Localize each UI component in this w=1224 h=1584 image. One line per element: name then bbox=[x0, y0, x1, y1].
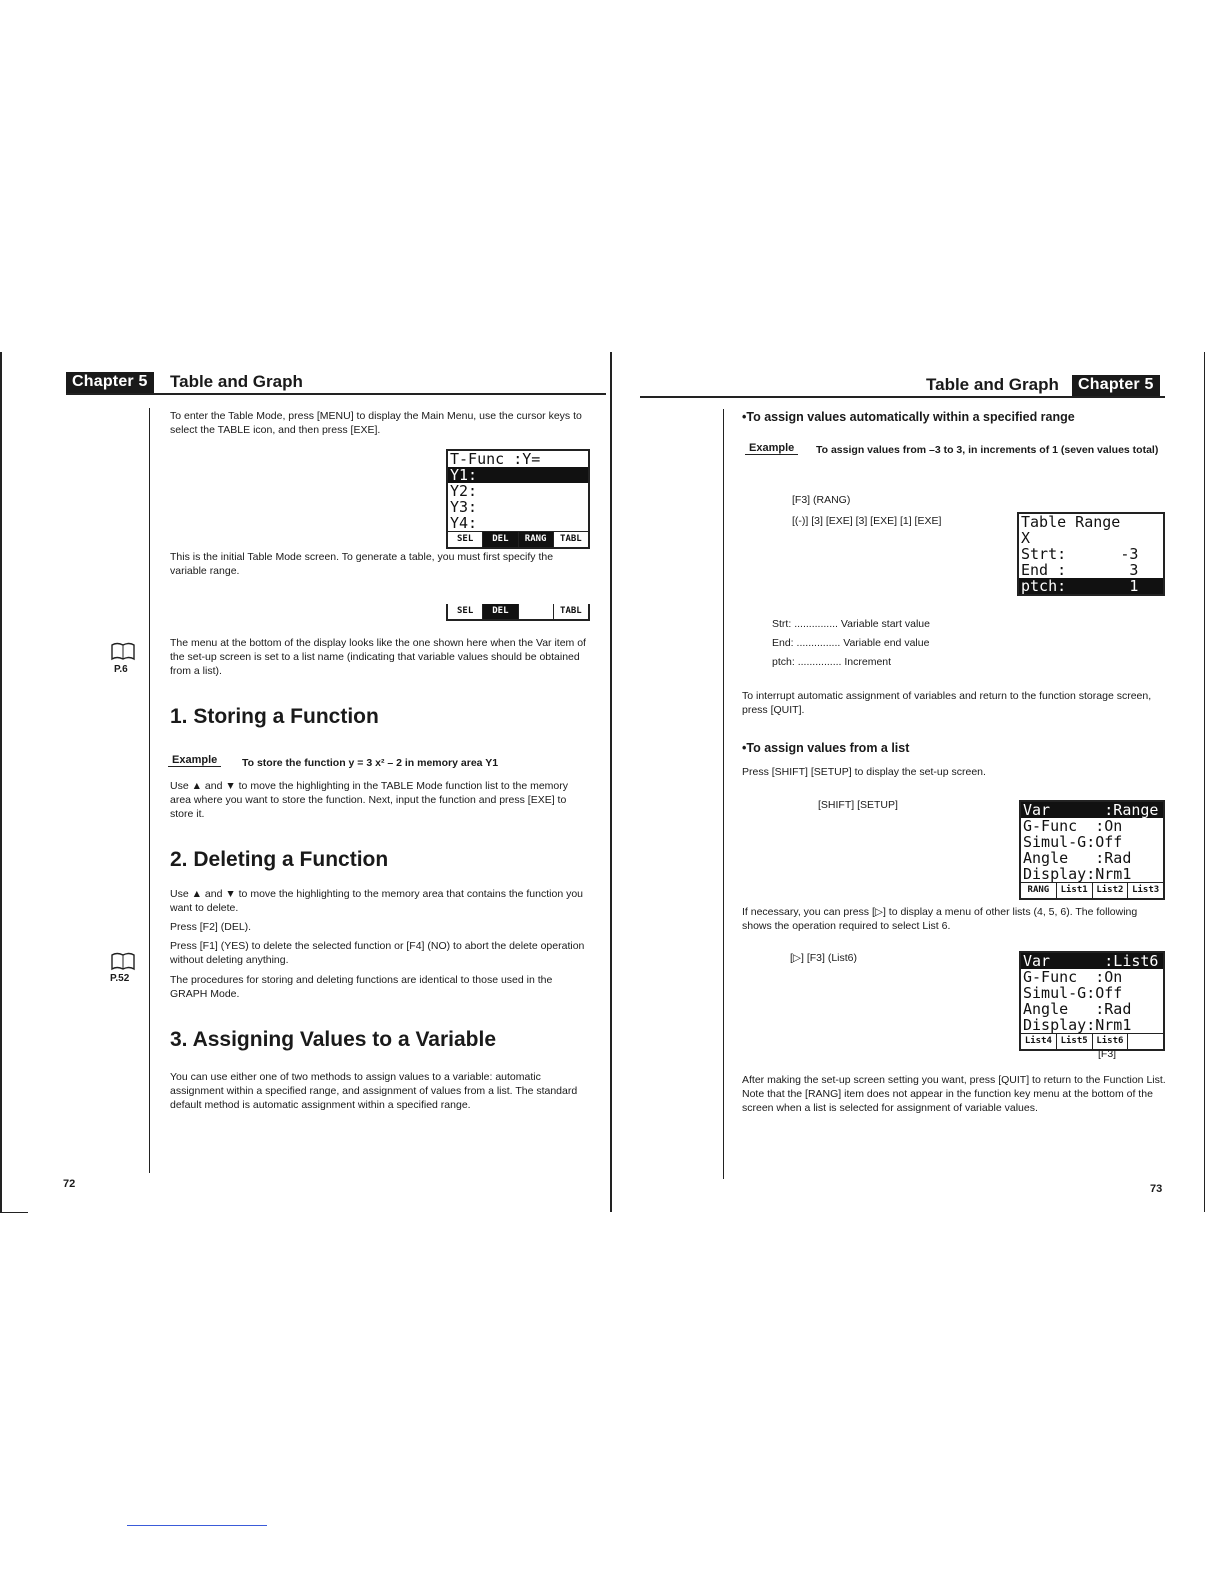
lcd-table-func-screen bbox=[446, 449, 590, 549]
section-title-assigning: 3. Assigning Values to a Variable bbox=[170, 1028, 497, 1051]
lcd-row: Display:Nrm1 bbox=[1023, 1017, 1132, 1033]
example2-text: To assign values from –3 to 3, in increments of 1 (seven values total) bbox=[816, 444, 1159, 456]
lcd-setup-screen-range bbox=[1019, 800, 1165, 900]
necessary-text: If necessary, you can press [▷] to display a menu of other lists (4, 5, 6). The following shows the operation required to select List 6. bbox=[742, 906, 1138, 932]
fkey-tabl: TABL bbox=[560, 534, 582, 544]
lcd-row: Display:Nrm1 bbox=[1023, 866, 1132, 882]
lcd-row-selected: Y1: bbox=[448, 467, 588, 483]
page-reference: P.6 bbox=[114, 664, 128, 675]
page-edge-left bbox=[0, 352, 2, 1212]
example1-text: To store the function y = 3 x² – 2 in memory area Y1 bbox=[242, 757, 499, 769]
lcd-function-menu bbox=[448, 531, 588, 547]
definition-term: End: bbox=[772, 637, 794, 649]
definition-leader: ............... bbox=[797, 656, 845, 668]
lcd-row: Y2: bbox=[450, 483, 478, 499]
section-title-deleting: 2. Deleting a Function bbox=[170, 848, 389, 871]
interrupt-text: To interrupt automatic assignment of variables and return to the function storage screen, press [QUIT]. bbox=[742, 690, 1152, 716]
fkey-del: DEL bbox=[483, 532, 518, 547]
page-edge-right bbox=[1204, 352, 1205, 1212]
assign-intro-text: You can use either one of two methods to assign values to a variable: automatic assignment within a specified range, and assignment of values from a list. The standard default method is automatic assignment within a specified range. bbox=[170, 1071, 578, 1111]
lcd-row: Y4: bbox=[450, 515, 478, 531]
lcd-row: Table Range bbox=[1021, 514, 1121, 530]
definition-desc: Variable end value bbox=[843, 637, 930, 649]
fkey-list4: List4 bbox=[1021, 1034, 1057, 1049]
fkey-tabl: TABL bbox=[553, 604, 588, 619]
lcd-setup-screen-list6 bbox=[1019, 951, 1165, 1051]
definition-strt bbox=[772, 618, 930, 630]
margin-rule bbox=[723, 409, 724, 1179]
lcd-row-selected: ptch: 1 bbox=[1019, 578, 1163, 594]
fkey-sel: SEL bbox=[448, 604, 483, 619]
page-number-left: 72 bbox=[63, 1178, 76, 1190]
header-rule bbox=[66, 393, 606, 395]
lcd-row: Angle :Rad bbox=[1023, 1001, 1132, 1017]
margin-rule bbox=[149, 408, 150, 1173]
lcd-row: Simul-G:Off bbox=[1023, 834, 1123, 850]
lcd-function-menu bbox=[448, 604, 588, 619]
lcd-row: Strt: -3 bbox=[1021, 546, 1139, 562]
lcd-function-menu bbox=[1021, 882, 1163, 898]
lcd-table-range-screen bbox=[1017, 512, 1165, 596]
fkey-rang: RANG bbox=[1021, 883, 1057, 898]
section-title-storing: 1. Storing a Function bbox=[170, 705, 379, 728]
fkey-sel: SEL bbox=[448, 532, 483, 547]
lcd-function-menu bbox=[1021, 1033, 1163, 1049]
fkey-del: DEL bbox=[483, 604, 518, 619]
header-title: Table and Graph bbox=[926, 375, 1059, 394]
menu-text: The menu at the bottom of the display looks like the one shown here when the Var item of the set-up screen is set to a list name (indicating that variable values should be obtained from a list). bbox=[170, 637, 586, 677]
key-rang-instruction: [F3] (RANG) bbox=[792, 494, 851, 506]
delete-note-text: The procedures for storing and deleting functions are identical to those used in the GRAPH Mode. bbox=[170, 974, 553, 1000]
lcd-row: Y3: bbox=[450, 499, 478, 515]
subsection-title-from-list: •To assign values from a list bbox=[742, 741, 910, 755]
definition-leader: ............... bbox=[796, 637, 844, 649]
definition-end bbox=[772, 637, 929, 649]
example-label: Example bbox=[168, 754, 221, 767]
delete-step2-text: Press [F2] (DEL). bbox=[170, 921, 252, 933]
fkey-blank bbox=[1128, 1034, 1163, 1049]
page-corner-mark bbox=[0, 1212, 28, 1213]
delete-step1-text: Use ▲ and ▼ to move the highlighting to the memory area that contains the function you want to delete. bbox=[170, 888, 584, 914]
definition-desc: Variable start value bbox=[840, 618, 930, 630]
lcd-row: T-Func :Y= bbox=[450, 451, 541, 467]
key-f3: [F3] bbox=[1098, 1048, 1117, 1060]
lcd-row: Simul-G:Off bbox=[1023, 985, 1123, 1001]
definition-ptch bbox=[772, 656, 891, 668]
lcd-row: G-Func :On bbox=[1023, 969, 1123, 985]
lcd-row: G-Func :On bbox=[1023, 818, 1123, 834]
lcd-row-selected: Var :Range bbox=[1021, 802, 1163, 818]
intro-text: To enter the Table Mode, press [MENU] to display the Main Menu, use the cursor keys to select the TABLE icon, and then press [EXE]. bbox=[170, 410, 582, 436]
initial-screen-text: This is the initial Table Mode screen. To generate a table, you must first specify the variable range. bbox=[170, 551, 554, 577]
header-rule bbox=[640, 396, 1165, 398]
fkey-list1: List1 bbox=[1057, 883, 1093, 898]
book-reference-icon bbox=[110, 641, 136, 661]
setup-text: Press [SHIFT] [SETUP] to display the set-up screen. bbox=[742, 766, 986, 778]
fkey-rang: RANG bbox=[519, 532, 554, 547]
subsection-title-auto-range: •To assign values automatically within a specified range bbox=[742, 410, 1075, 424]
definition-term: ptch: bbox=[772, 656, 795, 668]
after-setup-text: After making the set-up screen setting you want, press [QUIT] to return to the Function List. Note that the [RANG] item does not appear in the function key menu at the bottom of the screen when a list is selected for assignment of variable values. bbox=[742, 1074, 1166, 1114]
key-sequence: [(-)] [3] [EXE] [3] [EXE] [1] [EXE] bbox=[792, 515, 942, 527]
page-reference: P.52 bbox=[110, 973, 130, 984]
lcd-row: Angle :Rad bbox=[1023, 850, 1132, 866]
bottom-link-rule bbox=[127, 1525, 267, 1526]
key-list6: [▷] [F3] (List6) bbox=[790, 952, 858, 964]
key-setup: [SHIFT] [SETUP] bbox=[818, 799, 898, 811]
chapter-badge: Chapter 5 bbox=[1072, 375, 1160, 396]
fkey-list5: List5 bbox=[1057, 1034, 1093, 1049]
gutter-edge bbox=[610, 352, 612, 1212]
lcd-menu-bar-screen bbox=[446, 604, 590, 621]
header-title: Table and Graph bbox=[170, 372, 303, 391]
fkey-list3: List3 bbox=[1132, 885, 1160, 895]
fkey-list6: List6 bbox=[1093, 1034, 1129, 1049]
example-label: Example bbox=[745, 442, 798, 455]
lcd-row-selected: Var :List6 bbox=[1021, 953, 1163, 969]
fkey-blank bbox=[519, 604, 553, 619]
page-number-right: 73 bbox=[1150, 1183, 1163, 1195]
lcd-row: End : 3 bbox=[1021, 562, 1139, 578]
chapter-badge: Chapter 5 bbox=[66, 372, 154, 393]
fkey-list2: List2 bbox=[1093, 883, 1129, 898]
store-step-text: Use ▲ and ▼ to move the highlighting in the TABLE Mode function list to the memory area where you want to store the function. Next, input the function and press [EXE] to store it. bbox=[170, 780, 569, 820]
book-reference-icon bbox=[110, 951, 136, 971]
delete-step3-text: Press [F1] (YES) to delete the selected function or [F4] (NO) to abort the delete operation without deleting anything. bbox=[170, 940, 585, 966]
lcd-row: X bbox=[1021, 530, 1031, 546]
definition-term: Strt: bbox=[772, 618, 792, 630]
definition-leader: ............... bbox=[794, 618, 841, 630]
definition-desc: Increment bbox=[844, 656, 892, 668]
